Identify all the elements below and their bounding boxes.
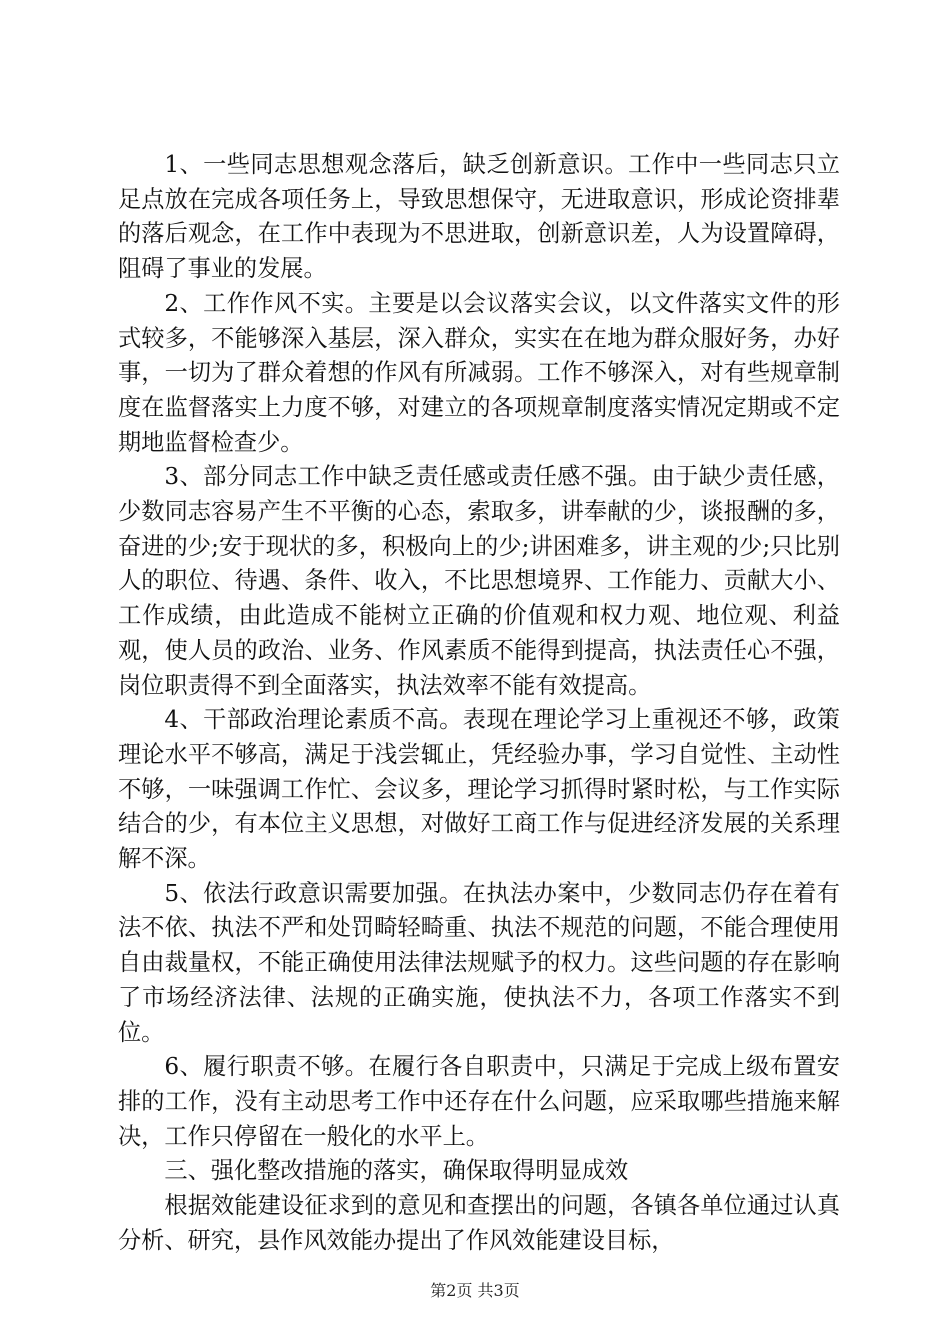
paragraph-4: 4、干部政治理论素质不高。表现在理论学习上重视还不够，政策理论水平不够高，满足于浅尝辄止，凭经验办事，学习自觉性、主动性不够，一味强调工作忙、会议多，理论学习抓得时紧时松，与工作实际结合的少，有本位主义思想，对做好工商工作与促进经济发展的关系理解不深。 (118, 706, 840, 873)
paragraph-7: 根据效能建设征求到的意见和查摆出的问题，各镇各单位通过认真分析、研究，县作风效能办提出了作风效能建设目标， (118, 1192, 840, 1254)
page-number-footer: 第2页 共3页 (430, 1281, 520, 1300)
paragraph-1: 1、一些同志思想观念落后，缺乏创新意识。工作中一些同志只立足点放在完成各项任务上，导致思想保守，无进取意识，形成论资排辈的落后观念，在工作中表现为不思进取，创新意识差，人为设置障碍，阻碍了事业的发展。 (118, 151, 840, 283)
paragraph-2: 2、工作作风不实。主要是以会议落实会议，以文件落实文件的形式较多，不能够深入基层，深入群众，实实在在地为群众服好务，办好事，一切为了群众着想的作风有所减弱。工作不够深入，对有些规章制度在监督落实上力度不够，对建立的各项规章制度落实情况定期或不定期地监督检查少。 (118, 289, 840, 456)
paragraph-6: 6、履行职责不够。在履行各自职责中，只满足于完成上级布置安排的工作，没有主动思考工作中还存在什么问题，应采取哪些措施来解决，工作只停留在一般化的水平上。 (118, 1053, 840, 1150)
paragraph-3: 3、部分同志工作中缺乏责任感或责任感不强。由于缺少责任感，少数同志容易产生不平衡的心态，索取多，讲奉献的少，谈报酬的多，奋进的少;安于现状的多，积极向上的少;讲困难多，讲主观的少;只比别人的职位、待遇、条件、收入，不比思想境界、工作能力、贡献大小、工作成绩，由此造成不能树立正确的价值观和权力观、地位观、利益观，使人员的政治、业务、作风素质不能得到提高，执法责任心不强，岗位职责得不到全面落实，执法效率不能有效提高。 (118, 463, 840, 699)
section-heading: 三、强化整改措施的落实，确保取得明显成效 (164, 1157, 629, 1185)
paragraph-5: 5、依法行政意识需要加强。在执法办案中，少数同志仍存在着有法不依、执法不严和处罚畸轻畸重、执法不规范的问题，不能合理使用自由裁量权，不能正确使用法律法规赋予的权力。这些问题的存在影响了市场经济法律、法规的正确实施，使执法不力，各项工作落实不到位。 (118, 879, 840, 1046)
document-body (118, 148, 840, 1259)
